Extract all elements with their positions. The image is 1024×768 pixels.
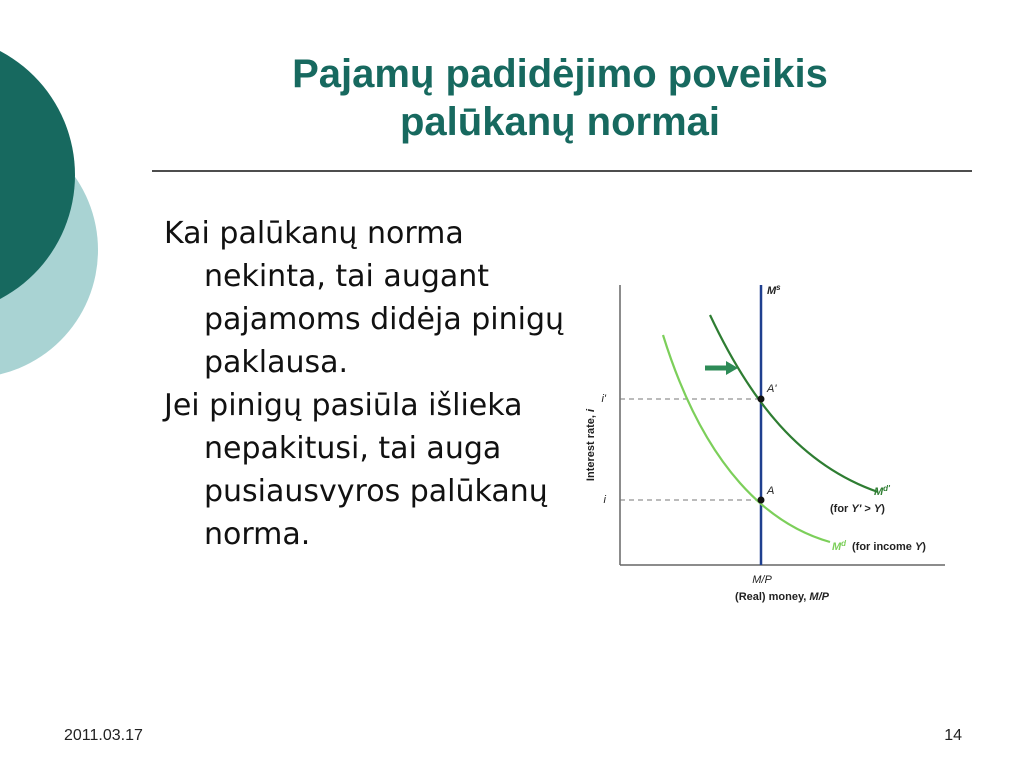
equilibrium-point-a xyxy=(758,497,765,504)
title-line-1: Pajamų padidėjimo poveikis xyxy=(292,52,828,96)
y-tick-label-i: i xyxy=(603,494,606,506)
money-market-chart xyxy=(560,270,950,610)
money-supply-label: $M^s$ xyxy=(767,283,781,297)
point-label-a: A xyxy=(767,485,775,497)
page-number: 14 xyxy=(944,727,962,744)
original-demand-label: $M^d$ xyxy=(832,539,847,553)
y-tick-label-i-prime: i' xyxy=(601,393,606,405)
bullet-item-2: Jei pinigų pasiūla išlieka nepakitusi, tai auga pusiausvyros palūkanų norma. xyxy=(164,388,548,552)
money-demand-original-curve xyxy=(663,335,830,542)
money-demand-shifted-curve xyxy=(710,315,878,492)
shifted-demand-note: (for Y' > Y) xyxy=(830,503,885,515)
equilibrium-point-a-prime xyxy=(758,396,765,403)
original-demand-note: (for income Y) xyxy=(852,541,926,553)
bullet-list xyxy=(164,212,584,556)
point-label-a-prime: A' xyxy=(767,383,777,395)
x-axis-label: (Real) money, M/P xyxy=(735,591,829,603)
slide-title xyxy=(150,50,970,146)
title-divider xyxy=(152,170,972,172)
y-axis-label: Interest rate, i xyxy=(585,408,597,482)
decorative-circles xyxy=(0,0,120,420)
bullet-item-1: Kai palūkanų norma nekinta, tai augant pajamoms didėja pinigų paklausa. xyxy=(164,216,565,380)
footer-date: 2011.03.17 xyxy=(64,727,143,744)
shifted-demand-label: $M^{d'}$ xyxy=(874,484,890,498)
x-tick-label-mp: M/P xyxy=(752,574,772,586)
title-line-2: palūkanų normai xyxy=(399,100,721,144)
